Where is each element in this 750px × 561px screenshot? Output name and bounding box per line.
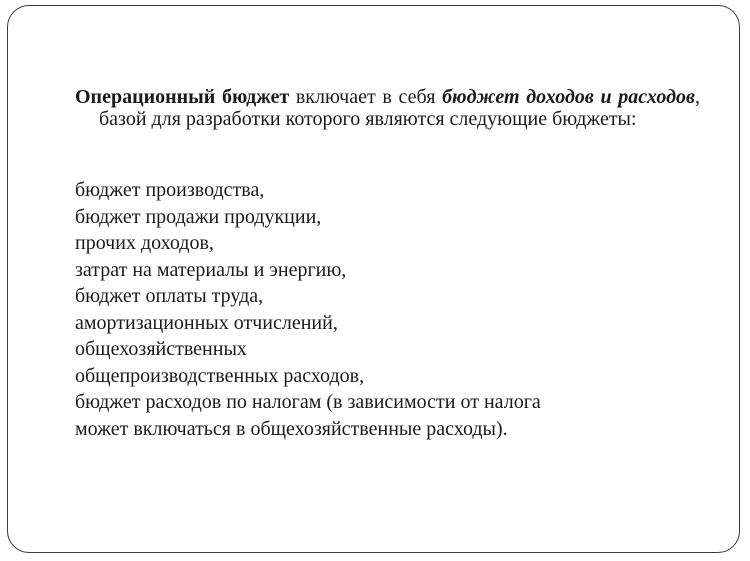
budget-list-item: общехозяйственных (75, 338, 247, 360)
budget-list-item: бюджет оплаты труда, (75, 285, 264, 307)
intro-text-2: , базой для разработки которого являются следующие бюджеты: (99, 86, 700, 130)
term-income-expense-budget: бюджет доходов и расходов (442, 86, 695, 108)
intro-text-1: включает в себя (289, 86, 443, 108)
budget-list-item: бюджет продажи продукции, (75, 205, 322, 228)
budget-list-item: затрат на материалы и энергию, (75, 258, 347, 281)
budget-list (75, 177, 541, 442)
intro-paragraph (75, 86, 700, 130)
budget-list-item: общепроизводственных расходов, (75, 364, 365, 387)
budget-list-item: может включаться в общехозяйственные расходы). (75, 417, 508, 440)
budget-list-item: бюджет производства, (75, 179, 265, 201)
budget-list-item: прочих доходов, (75, 232, 214, 254)
term-operational-budget: Операционный бюджет (75, 86, 290, 108)
budget-list-item: амортизационных отчислений, (75, 311, 338, 334)
budget-list-item: бюджет расходов по налогам (в зависимости от налога (75, 391, 541, 413)
